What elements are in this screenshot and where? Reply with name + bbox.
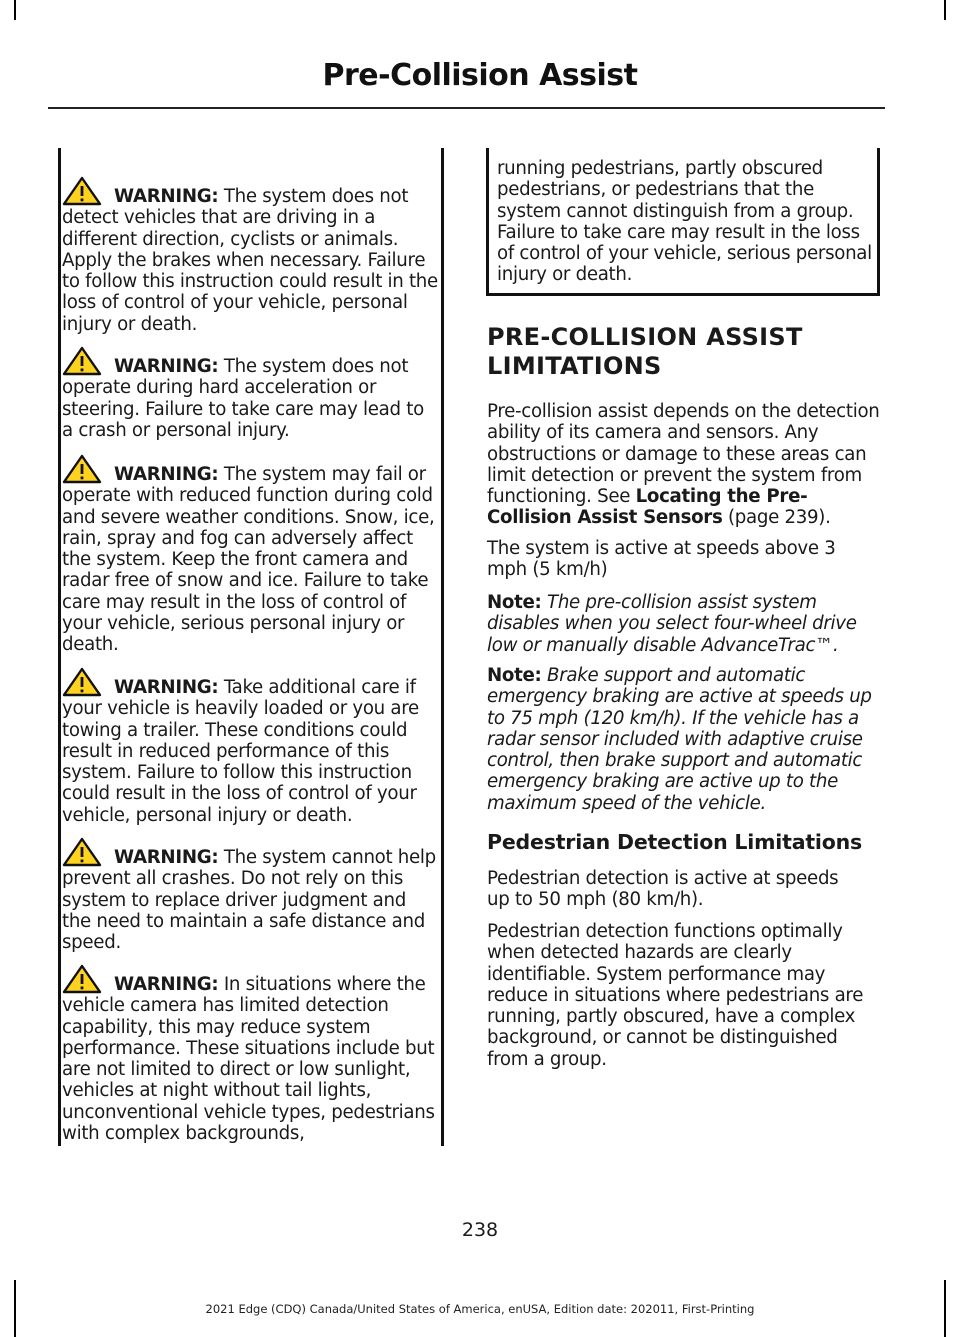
warning-triangle-icon bbox=[62, 346, 102, 376]
warning-text: The system cannot help prevent all crashes. Do not rely on this system to replace driver judgment and the need to maintain a safe distance and speed. bbox=[62, 847, 436, 954]
warning-triangle-icon bbox=[62, 837, 102, 867]
warning-label: WARNING: bbox=[114, 847, 219, 868]
pedestrian-optimal-paragraph: Pedestrian detection functions optimally when detected hazards are clearly identifiable. System performance may reduce in situations where pedestrians are running, partly obscured, have a complex background, or cannot be distinguished from a group. bbox=[487, 921, 864, 1070]
page-title: Pre-Collision Assist bbox=[322, 58, 638, 93]
warning-triangle-icon bbox=[62, 667, 102, 697]
note-label: Note: bbox=[487, 592, 542, 613]
warning-5 bbox=[62, 837, 438, 953]
limitations-paragraph bbox=[487, 401, 883, 529]
warning-2 bbox=[62, 346, 438, 441]
warning-label: WARNING: bbox=[114, 677, 219, 698]
note-text: The pre-collision assist system disables when you select four-wheel drive low or manually disable AdvanceTrac™. bbox=[487, 592, 857, 656]
crop-mark-top-left bbox=[14, 0, 16, 20]
warning-text: The system does not operate during hard acceleration or steering. Failure to take care may lead to a crash or personal injury. bbox=[62, 356, 424, 441]
section-heading-line-1: PRE-COLLISION ASSIST bbox=[487, 323, 803, 351]
warning-label: WARNING: bbox=[114, 464, 219, 485]
warning-triangle-icon bbox=[62, 964, 102, 994]
warning-text: The system does not detect vehicles that are driving in a different direction, cyclists or animals. Apply the brakes when necessary. Failure to follow this instruction could result in the loss of control of your vehicle, personal injury or death. bbox=[62, 186, 438, 335]
page-reference: (page 239). bbox=[722, 507, 831, 529]
note-2 bbox=[487, 665, 883, 814]
warning-text: The system may fail or operate with reduced function during cold and severe weather conditions. Snow, ice, rain, spray and fog can adversely affect the system. Keep the front camera and radar free of snow and ice. Failure to take care may result in the loss of control of your vehicle, serious personal injury or death. bbox=[62, 464, 435, 656]
sensors-reference-link[interactable]: Locating the Pre-Collision Assist Sensors bbox=[487, 486, 808, 529]
warning-1 bbox=[62, 176, 438, 335]
header-rule bbox=[48, 107, 885, 109]
note-label: Note: bbox=[487, 665, 542, 686]
note-text: Brake support and automatic emergency braking are active at speeds up to 75 mph (120 km/h). If the vehicle has a radar sensor included with adaptive cruise control, then brake support and automatic emergency braking are active up to the maximum speed of the vehicle. bbox=[487, 665, 872, 814]
note-1 bbox=[487, 592, 883, 656]
warning-text: In situations where the vehicle camera has limited detection capability, this may reduce system performance. These situations include but are not limited to direct or low sunlight, vehicles at night without tail lights, unconventional vehicle types, pedestrians with complex backgrounds, bbox=[62, 974, 435, 1145]
warning-6 bbox=[62, 964, 438, 1144]
footer-edition-text: 2021 Edge (CDQ) Canada/United States of America, enUSA, Edition date: 202011, First-Printing bbox=[205, 1302, 755, 1316]
warning-triangle-icon bbox=[62, 176, 102, 206]
section-heading-line-2: LIMITATIONS bbox=[487, 352, 662, 380]
warning-4 bbox=[62, 667, 438, 826]
warning-6-continuation: running pedestrians, partly obscured pedestrians, or pedestrians that the system cannot distinguish from a group. Failure to take care may result in the loss of control of your vehicle, serious personal injury or death. bbox=[497, 158, 872, 286]
warning-label: WARNING: bbox=[114, 186, 219, 207]
section-heading bbox=[487, 323, 887, 381]
warning-label: WARNING: bbox=[114, 356, 219, 377]
page-number: 238 bbox=[461, 1219, 499, 1241]
warning-3 bbox=[62, 454, 438, 656]
active-speed-paragraph: The system is active at speeds above 3 mph (5 km/h) bbox=[487, 538, 836, 581]
pedestrian-detection-heading: Pedestrian Detection Limitations bbox=[487, 830, 863, 854]
warning-triangle-icon bbox=[62, 454, 102, 484]
pedestrian-speed-paragraph: Pedestrian detection is active at speeds up to 50 mph (80 km/h). bbox=[487, 868, 839, 911]
warning-label: WARNING: bbox=[114, 974, 219, 995]
warning-text: Take additional care if your vehicle is heavily loaded or you are towing a trailer. These conditions could result in reduced performance of this system. Failure to follow this instruction could result in the loss of control of your vehicle, personal injury or death. bbox=[62, 677, 419, 826]
limitations-text: Pre-collision assist depends on the detection ability of its camera and sensors. Any obstructions or damage to these areas can limit detection or prevent the system from functioning. See bbox=[487, 401, 880, 508]
crop-mark-top-right bbox=[944, 0, 946, 20]
